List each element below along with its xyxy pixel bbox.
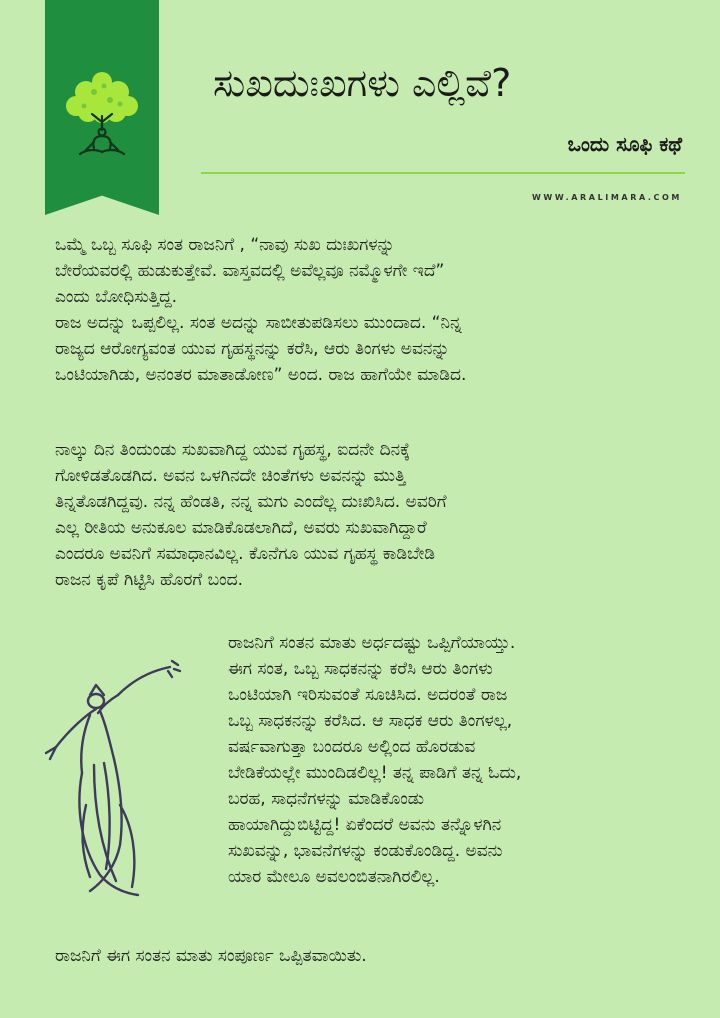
story-line: ಬರಹ, ಸಾಧನೆಗಳನ್ನು ಮಾಡಿಕೊಂಡು: [228, 789, 425, 809]
story-line: ಎಲ್ಲ ರೀತಿಯ ಅನುಕೂಲ ಮಾಡಿಕೊಡಲಾಗಿದೆ, ಅವರು ಸುಖವಾಗಿದ್ದಾರೆ: [55, 518, 427, 538]
story-line: ರಾಜನಿಗೆ ಸಂತನ ಮಾತು ಅರ್ಧದಷ್ಟು ಒಪ್ಪಿಗೆಯಾಯ್ತು.: [228, 633, 516, 653]
website-link[interactable]: WWW.ARALIMARA.COM: [531, 193, 682, 202]
title-divider: [201, 172, 685, 174]
story-line: ಬೇಡಿಕೆಯಲ್ಲೇ ಮುಂದಿಡಲಿಲ್ಲ! ತನ್ನ ಪಾಡಿಗೆ ತನ್ನ ಓದು,: [228, 763, 522, 783]
story-line: ಸುಖವನ್ನು, ಭಾವನೆಗಳನ್ನು ಕಂಡುಕೊಂಡಿದ್ದ. ಅವನು: [228, 841, 503, 861]
story-line: ಒಂಟಿಯಾಗಿ ಇರಿಸುವಂತೆ ಸೂಚಿಸಿದ. ಅದರಂತೆ ರಾಜ: [228, 685, 508, 705]
story-line: ನಾಲ್ಕು ದಿನ ತಿಂದುಂಡು ಸುಖವಾಗಿದ್ದ ಯುವ ಗೃಹಸ್ಥ, ಐದನೇ ದಿನಕ್ಕೆ: [55, 440, 411, 460]
story-line: ಈಗ ಸಂತ, ಒಬ್ಬ ಸಾಧಕನನ್ನು ಕರೆಸಿ ಆರು ತಿಂಗಳು: [228, 659, 493, 679]
story-line: ಒಂಟಿಯಾಗಿಡು, ಅನಂತರ ಮಾತಾಡೋಣ” ಅಂದ. ರಾಜ ಹಾಗೆಯೇ ಮಾಡಿದ.: [55, 365, 467, 385]
meditating-tree-logo-icon: [58, 70, 146, 162]
story-line: ಎಂದರೂ ಅವನಿಗೆ ಸಮಾಧಾನವಿಲ್ಲ. ಕೊನೆಗೂ ಯುವ ಗೃಹಸ್ಥ ಕಾಡಿಬೇಡಿ: [55, 544, 436, 564]
story-paragraph-4: [55, 943, 695, 969]
story-line: ಬೇರೆಯವರಲ್ಲಿ ಹುಡುಕುತ್ತೇವೆ. ವಾಸ್ತವದಲ್ಲಿ ಅವೆಲ್ಲವೂ ನಮ್ಮೊಳಗೇ ಇದೆ”: [55, 261, 445, 281]
story-line: ವರ್ಷವಾಗುತ್ತಾ ಬಂದರೂ ಅಲ್ಲಿಂದ ಹೊರಡುವ: [228, 737, 476, 757]
story-line: ಹಾಯಾಗಿದ್ದುಬಿಟ್ಟಿದ್ದ! ಏಕೆಂದರೆ ಅವನು ತನ್ನೊಳಗಿನ: [228, 815, 502, 835]
story-paragraph-1: [55, 232, 695, 388]
story-paragraph-3: [228, 630, 690, 890]
story-line: ರಾಜನ ಕೃಪೆ ಗಿಟ್ಟಿಸಿ ಹೊರಗೆ ಬಂದ.: [55, 570, 244, 590]
story-line: ರಾಜ್ಯದ ಆರೋಗ್ಯವಂತ ಯುವ ಗೃಹಸ್ಥನನ್ನು ಕರೆಸಿ, ಆರು ತಿಂಗಳು ಅವನನ್ನು: [55, 339, 450, 359]
story-line: ಯಾರ ಮೇಲೂ ಅವಲಂಬಿತನಾಗಿರಲಿಲ್ಲ.: [228, 867, 440, 887]
story-line: ತಿನ್ನತೊಡಗಿದ್ದವು. ನನ್ನ ಹೆಂಡತಿ, ನನ್ನ ಮಗು ಎಂದೆಲ್ಲ ದುಃಖಿಸಿದ. ಅವರಿಗೆ: [55, 492, 447, 512]
story-line: ಎಂದು ಬೋಧಿಸುತ್ತಿದ್ದ.: [55, 287, 178, 307]
whirling-dervish-icon: [20, 655, 220, 905]
story-line: ಒಬ್ಬ ಸಾಧಕನನ್ನು ಕರೆಸಿದ. ಆ ಸಾಧಕ ಆರು ತಿಂಗಳಲ್ಲ,: [228, 711, 513, 731]
story-line: ರಾಜ ಅದನ್ನು ಒಪ್ಪಲಿಲ್ಲ. ಸಂತ ಅದನ್ನು ಸಾಬೀತುಪಡಿಸಲು ಮುಂದಾದ. “ನಿನ್ನ: [55, 313, 462, 333]
story-line: ಗೋಳಿಡತೊಡಗಿದ. ಅವನ ಒಳಗಿನದೇ ಚಿಂತೆಗಳು ಅವನನ್ನು ಮುತ್ತಿ: [55, 466, 406, 486]
page-subtitle: ಒಂದು ಸೂಫಿ ಕಥೆ: [567, 132, 682, 156]
story-line: ರಾಜನಿಗೆ ಈಗ ಸಂತನ ಮಾತು ಸಂಪೂರ್ಣ ಒಪ್ಪಿತವಾಯಿತು.: [55, 946, 367, 966]
page-title: ಸುಖದುಃಖಗಳು ಎಲ್ಲಿವೆ?: [213, 61, 512, 105]
story-paragraph-2: [55, 437, 695, 593]
story-line: ಒಮ್ಮೆ ಒಬ್ಬ ಸೂಫಿ ಸಂತ ರಾಜನಿಗೆ , “ನಾವು ಸುಖ ದುಃಖಗಳನ್ನು: [55, 235, 395, 255]
